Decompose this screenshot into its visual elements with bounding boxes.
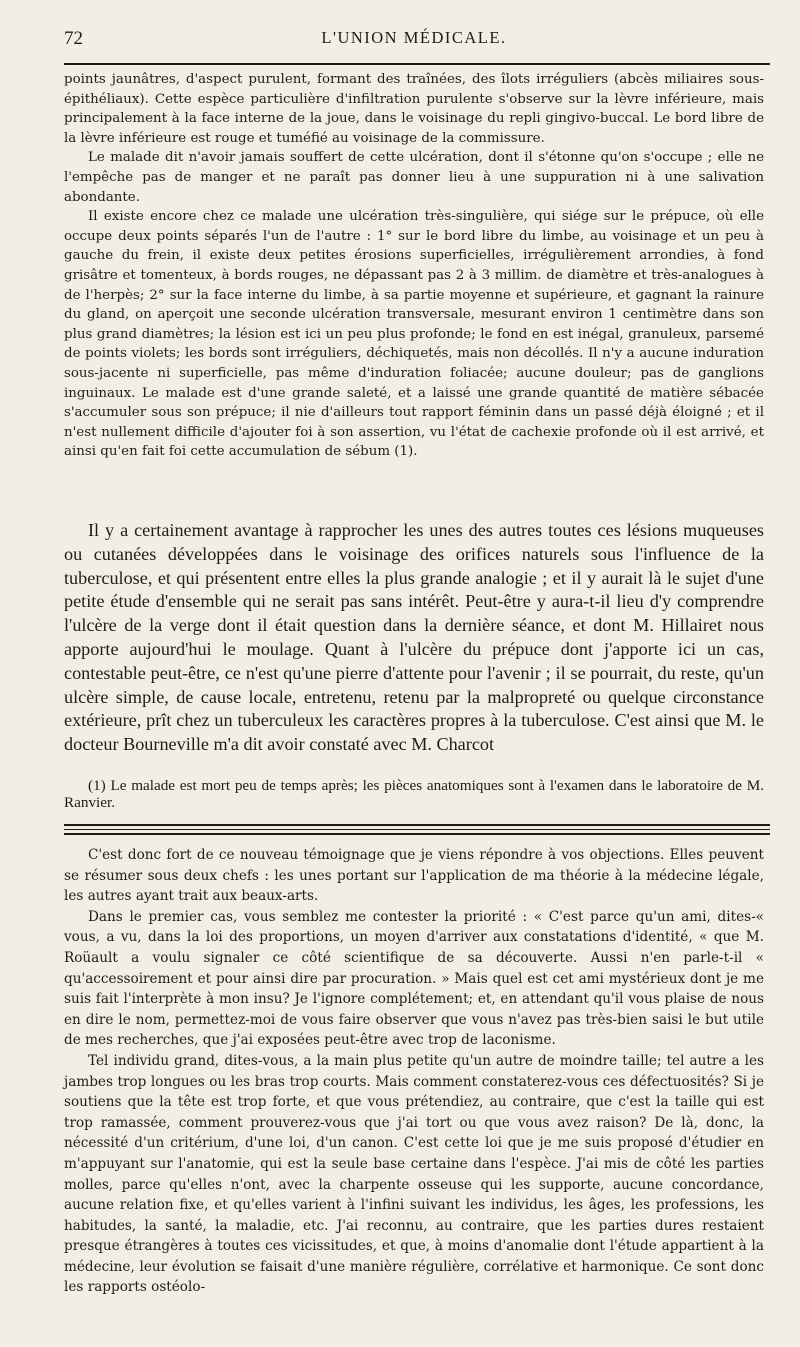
running-title: L'UNION MÉDICALE. — [321, 28, 507, 47]
feuilleton-paragraph-2: Dans le premier cas, vous semblez me contester la priorité : « C'est parce qu'un ami, dites-« vous, a vu, dans la loi des proportions, un moyen d'arriver aux constatations d'identité, « que M. Roüault a voulu signaler ce côté scientifique de sa découverte. Aussi n'en parle-t-il « qu'accessoirement et pour ainsi dire par procuration. » Mais quel est cet ami mystérieux dont je me suis fait l'interprète à mon insu? Je l'ignore complétement; et, en attendant qu'il vous plaise de nous en dire le nom, permettez-moi de vous faire observer que vous n'avez pas très-bien saisi le but utile de mes recherches, que j'ai exposées peut-être avec trop de laconisme. — [64, 908, 764, 1049]
header-rule — [64, 63, 770, 65]
feuilleton-paragraph-3: Tel individu grand, dites-vous, a la main plus petite qu'un autre de moindre taille; tel autre a les jambes trop longues ou les bras trop courts. Mais comment constaterez-vous ces défectuosités? Si je soutiens que la tête est trop forte, et que vous prétendiez, au contraire, que c'est la taille qui est trop ramassée, comment prouverez-vous que j'ai tort ou que vous avez raison? De là, donc, la nécessité d'un critérium, d'une loi, d'un canon. C'est cette loi que je me suis proposé d'étudier en m'appuyant sur l'anatomie, qui est la seule base certaine dans l'espèce. J'ai mis de côté les parties molles, parce qu'elles n'ont, avec la charpente osseuse qui les supporte, aucune concordance, aucune relation fixe, et qu'elles varient à l'infini suivant les individus, les âges, les professions, les habitudes, la santé, la maladie, etc. J'ai reconnu, au contraire, que les parties dures restaient presque étrangères à toutes ces vicissitudes, et que, à moins d'anomalie dont l'étude appartient à la médecine, leur évolution se faisait d'une manière régulière, corrélative et harmonique. Ce sont donc les rapports ostéolo- — [64, 1052, 764, 1296]
feuilleton-paragraph-1: C'est donc fort de ce nouveau témoignage que je viens répondre à vos objections. Elles peuvent se résumer sous deux chefs : les unes portant sur l'application de ma théorie à la médecine légale, les autres ayant trait aux beaux-arts. — [64, 847, 764, 905]
footnote-1: (1) Le malade est mort peu de temps après; les pièces anatomiques sont à l'examen dans le laboratoire de M. Ranvier. — [64, 777, 764, 811]
case-paragraph-1: points jaunâtres, d'aspect purulent, formant des traînées, des îlots irréguliers (abcès miliaires sous-épithéliaux). Cette espèce particulière d'infiltration purulente s'observe sur la lèvre inférieure, mais principalement à la face interne de la joue, dans le voisinage du repli gingivo-buccal. Le bord libre de la lèvre inférieure est rouge et tuméfié au voisinage de la commissure. — [64, 72, 764, 146]
feuilleton-rule-top — [64, 824, 770, 826]
case-report-section — [64, 70, 764, 462]
feuilleton-section — [64, 845, 764, 1298]
page-header — [64, 28, 764, 56]
feuilleton-rule-bottom — [64, 833, 770, 835]
commentary-section — [64, 519, 764, 757]
case-paragraph-3: Il existe encore chez ce malade une ulcération très-singulière, qui siége sur le prépuce, où elle occupe deux points séparés l'un de l'autre : 1° sur le bord libre du limbe, au voisinage et un peu à gauche du frein, il existe deux petites érosions superficielles, irrégulièrement arrondies, à fond grisâtre et tomenteux, à bords rouges, ne dépassant pas 2 à 3 millim. de diamètre et très-analogues à de l'herpès; 2° sur la face interne du limbe, à sa partie moyenne et supérieure, et gagnant la rainure du gland, on aperçoit une seconde ulcération transversale, mesurant environ 1 centimètre dans son plus grand diamètres; la lésion est ici un peu plus profonde; le fond en est inégal, granuleux, parsemé de points violets; les bords sont irréguliers, déchiquetés, mais non décollés. Il n'y a aucune induration sous-jacente ni superficielle, pas même d'induration foliacée; aucune douleur; pas de ganglions inguinaux. Le malade est d'une grande saleté, et a laissé une grande quantité de matière sébacée s'accumuler sous son prépuce; il nie d'ailleurs tout rapport féminin dans un passé déjà éloigné ; et il n'est nullement difficile d'ajouter foi à son assertion, vu l'état de cachexie profonde où il est arrivé, et ainsi qu'en fait foi cette accumulation de sébum (1). — [64, 209, 764, 460]
case-paragraph-2: Le malade dit n'avoir jamais souffert de cette ulcération, dont il s'étonne qu'on s'occupe ; elle ne l'empêche pas de manger et ne paraît pas donner lieu à une suppuration ni à une salivation abondante. — [64, 150, 764, 205]
commentary-paragraph: Il y a certainement avantage à rapprocher les unes des autres toutes ces lésions muqueuses ou cutanées développées dans le voisinage des orifices naturels sous l'influence de la tuberculose, et qui présentent entre elles la plus grande analogie ; et il y aurait là le sujet d'une petite étude d'ensemble qui ne serait pas sans intérêt. Peut-être y aura-t-il lieu d'y comprendre l'ulcère de la verge dont il était question dans la dernière séance, et dont M. Hillairet nous apporte aujourd'hui le moulage. Quant à l'ulcère du prépuce dont j'apporte ici un cas, contestable peut-être, ce n'est qu'une pierre d'attente pour l'avenir ; il se pourrait, du reste, qu'un ulcère simple, de cause locale, entretenu, retenu par la malpropreté ou quelque circonstance extérieure, prît chez un tuberculeux les caractères propres à la tuberculose. C'est ainsi que M. le docteur Bourneville m'a dit avoir constaté avec M. Charcot — [64, 520, 764, 755]
footnote-section — [64, 777, 764, 811]
feuilleton-rule-middle — [64, 829, 770, 830]
page-number: 72 — [64, 28, 83, 49]
